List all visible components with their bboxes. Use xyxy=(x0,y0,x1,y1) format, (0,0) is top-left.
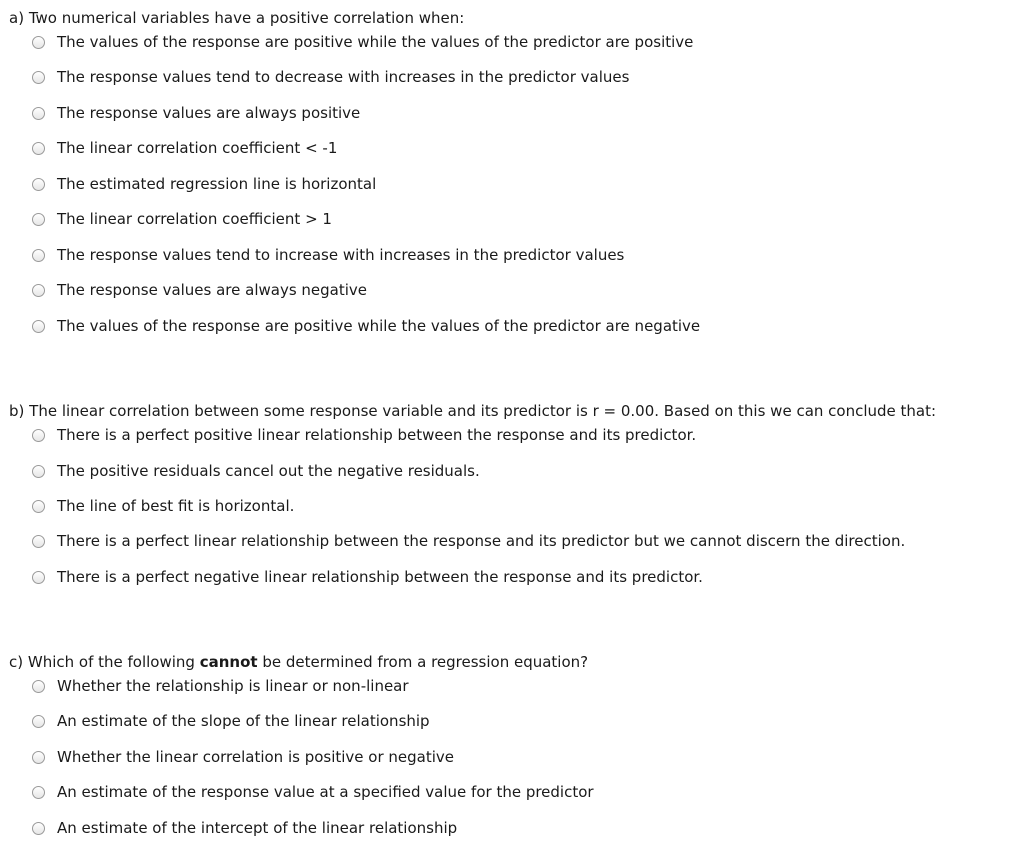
question-b-option-4[interactable] xyxy=(32,530,905,552)
question-c-option-2[interactable] xyxy=(32,710,430,732)
radio-button[interactable] xyxy=(32,320,45,333)
option-label: The values of the response are positive while the values of the predictor are negative xyxy=(57,317,701,335)
option-label: The line of best fit is horizontal. xyxy=(57,497,295,515)
question-a-option-8[interactable] xyxy=(32,279,367,301)
radio-button[interactable] xyxy=(32,465,45,478)
radio-button[interactable] xyxy=(32,680,45,693)
option-label: There is a perfect negative linear relationship between the response and its predictor. xyxy=(57,568,703,586)
option-label: The positive residuals cancel out the negative residuals. xyxy=(57,462,480,480)
radio-button[interactable] xyxy=(32,786,45,799)
question-c-option-5[interactable] xyxy=(32,817,457,839)
option-label: An estimate of the intercept of the linear relationship xyxy=(57,819,458,837)
question-a-option-2[interactable] xyxy=(32,66,629,88)
option-label: The response values tend to decrease with increases in the predictor values xyxy=(57,68,630,86)
question-a-option-5[interactable] xyxy=(32,173,376,195)
radio-button[interactable] xyxy=(32,213,45,226)
radio-button[interactable] xyxy=(32,107,45,120)
option-label: The linear correlation coefficient < -1 xyxy=(57,139,338,157)
radio-button[interactable] xyxy=(32,36,45,49)
question-a-text: a) Two numerical variables have a positive correlation when: xyxy=(9,9,465,27)
radio-button[interactable] xyxy=(32,500,45,513)
radio-button[interactable] xyxy=(32,284,45,297)
option-label: The linear correlation coefficient > 1 xyxy=(57,210,332,228)
question-c-option-1[interactable] xyxy=(32,675,409,697)
option-label: There is a perfect positive linear relationship between the response and its predictor. xyxy=(57,426,697,444)
radio-button[interactable] xyxy=(32,429,45,442)
question-a-option-3[interactable] xyxy=(32,102,360,124)
question-a-option-1[interactable] xyxy=(32,31,693,53)
question-b-option-5[interactable] xyxy=(32,566,703,588)
option-label: There is a perfect linear relationship between the response and its predictor but we cannot discern the direction. xyxy=(57,532,906,550)
radio-button[interactable] xyxy=(32,535,45,548)
radio-button[interactable] xyxy=(32,751,45,764)
radio-button[interactable] xyxy=(32,822,45,835)
option-label: The response values are always negative xyxy=(57,281,368,299)
question-b-option-3[interactable] xyxy=(32,495,294,517)
question-b-text: b) The linear correlation between some response variable and its predictor is r = 0.00. Based on this we can conclude that: xyxy=(9,402,937,420)
question-a-option-9[interactable] xyxy=(32,315,700,337)
question-a-option-7[interactable] xyxy=(32,244,624,266)
option-label: Whether the relationship is linear or non-linear xyxy=(57,677,409,695)
question-c-option-3[interactable] xyxy=(32,746,454,768)
option-label: The values of the response are positive while the values of the predictor are positive xyxy=(57,33,694,51)
radio-button[interactable] xyxy=(32,715,45,728)
question-c-option-4[interactable] xyxy=(32,781,594,803)
radio-button[interactable] xyxy=(32,142,45,155)
radio-button[interactable] xyxy=(32,571,45,584)
question-c-text: c) Which of the following cannot be determined from a regression equation? xyxy=(9,653,589,671)
emphasis-text: cannot xyxy=(199,653,258,671)
radio-button[interactable] xyxy=(32,71,45,84)
question-b-option-2[interactable] xyxy=(32,460,480,482)
question-b-option-1[interactable] xyxy=(32,424,696,446)
option-label: An estimate of the slope of the linear relationship xyxy=(57,712,430,730)
question-a-option-6[interactable] xyxy=(32,208,332,230)
radio-button[interactable] xyxy=(32,178,45,191)
option-label: The response values tend to increase with increases in the predictor values xyxy=(57,246,625,264)
question-a-option-4[interactable] xyxy=(32,137,337,159)
option-label: The response values are always positive xyxy=(57,104,361,122)
option-label: An estimate of the response value at a specified value for the predictor xyxy=(57,783,594,801)
radio-button[interactable] xyxy=(32,249,45,262)
option-label: Whether the linear correlation is positive or negative xyxy=(57,748,455,766)
option-label: The estimated regression line is horizontal xyxy=(57,175,377,193)
